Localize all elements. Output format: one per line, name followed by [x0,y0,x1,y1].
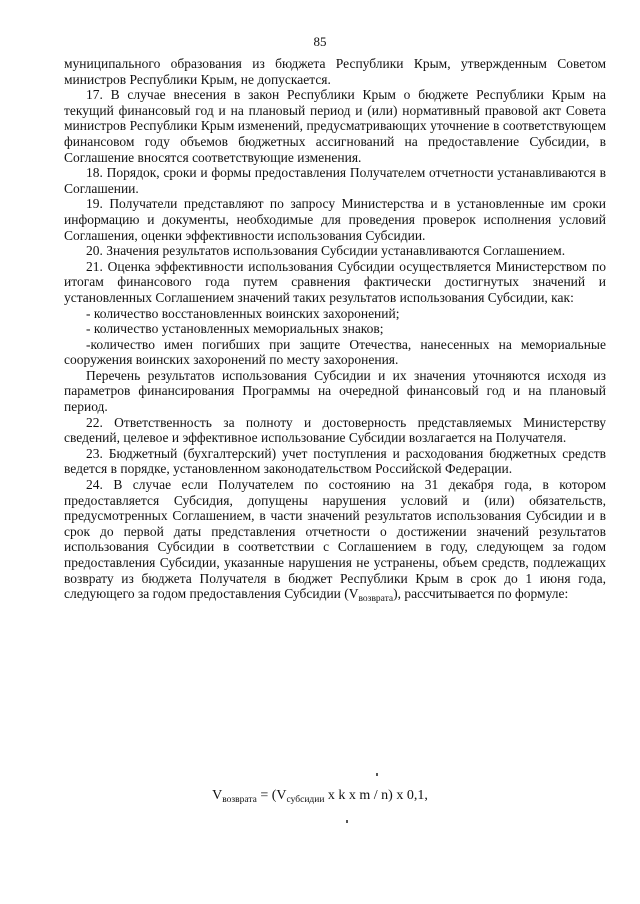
formula-eq: = (V [256,788,287,803]
document-body [64,56,606,608]
paragraph-17: 17. В случае внесения в закон Республики Крым о бюджете Республики Крым на текущий финансовый год и на плановый период и (или) нормативный правовой акт Совета министров Республики Крым изменений, предусматривающих уточнение в соответствующем финансовом году объемов бюджетных ассигнований на предоставление Субсидии, в Соглашение вносятся соответствующие изменения. [64,87,606,165]
paragraph-21: 21. Оценка эффективности использования Субсидии осуществляется Министерством по итогам финансового года путем сравнения фактически достигнутых значений и установленных Соглашением значений таких результатов использования Субсидии, как: [64,258,606,305]
paragraph-20: 20. Значения результатов использования Субсидии устанавливаются Соглашением. [86,243,566,259]
paragraph-24: 24. В случае если Получателем по состоянию на 31 декабря года, в котором предоставляется Субсидия, допущены нарушения условий и (или) обязательств, предусмотренных Соглашением, в части значений результатов использования Субсидии и в срок до первой даты представления отчетности о достижении значений результатов использования Субсидии в соответствии с Соглашением в году, следующем за годом предоставления Субсидии, указанные нарушения не устранены, объем средств, подлежащих возврату из бюджета Получателя в бюджет Республики Крым в срок до 1 июня года, следующего за годом предоставления Субсидии $(V_{возврата})$, рассчитывается по формуле: [64,477,606,605]
paragraph-18: 18. Порядок, сроки и формы предоставления Получателем отчетности устанавливаются в Соглашении. [64,165,606,196]
formula [0,788,640,808]
list-item-memorial-signs: - количество установленных мемориальных знаков; [86,321,384,337]
paragraph-23: 23. Бюджетный (бухгалтерский) учет поступления и расходования бюджетных средств ведется в порядке, установленном законодательством Российской Федерации. [64,445,606,477]
list-item-restored-burials: - количество восстановленных воинских захоронений; [86,305,400,321]
paragraph-22: 22. Ответственность за полноту и достоверность представляемых Министерству сведений, целевое и эффективное использование Субсидии возлагается на Получателя. [64,414,606,446]
v-subscript: возврата [358,594,394,605]
page-number: 85 [313,34,327,49]
formula-v-sub: возврата [222,795,257,805]
paragraph-results-list: Перечень результатов использования Субсидии и их значения уточняются исходя из параметров финансирования Программы на очередной финансовый год и на плановый период. [64,367,606,415]
formula-vs-sub: субсидии [286,795,325,805]
paragraph-19: 19. Получатели представляют по запросу Министерства и в установленные им сроки информацию и документы, необходимые для проведения проверок исполнения условий Соглашения, оценки эффективности использования Субсидии. [64,196,606,243]
scan-mark [346,820,348,823]
formula-v: V [212,788,223,803]
formula-rest: x k x m / n) x 0,1, [324,788,428,803]
paragraph-continuation: муниципального образования из бюджета Республики Крым, утвержденным Советом министров Республики Крым, не допускается. [64,56,606,87]
list-item-names-count: -количество имен погибших при защите Отечества, нанесенных на мемориальные сооружения воинских захоронений по месту захоронения. [64,336,606,368]
scan-mark [376,773,378,776]
